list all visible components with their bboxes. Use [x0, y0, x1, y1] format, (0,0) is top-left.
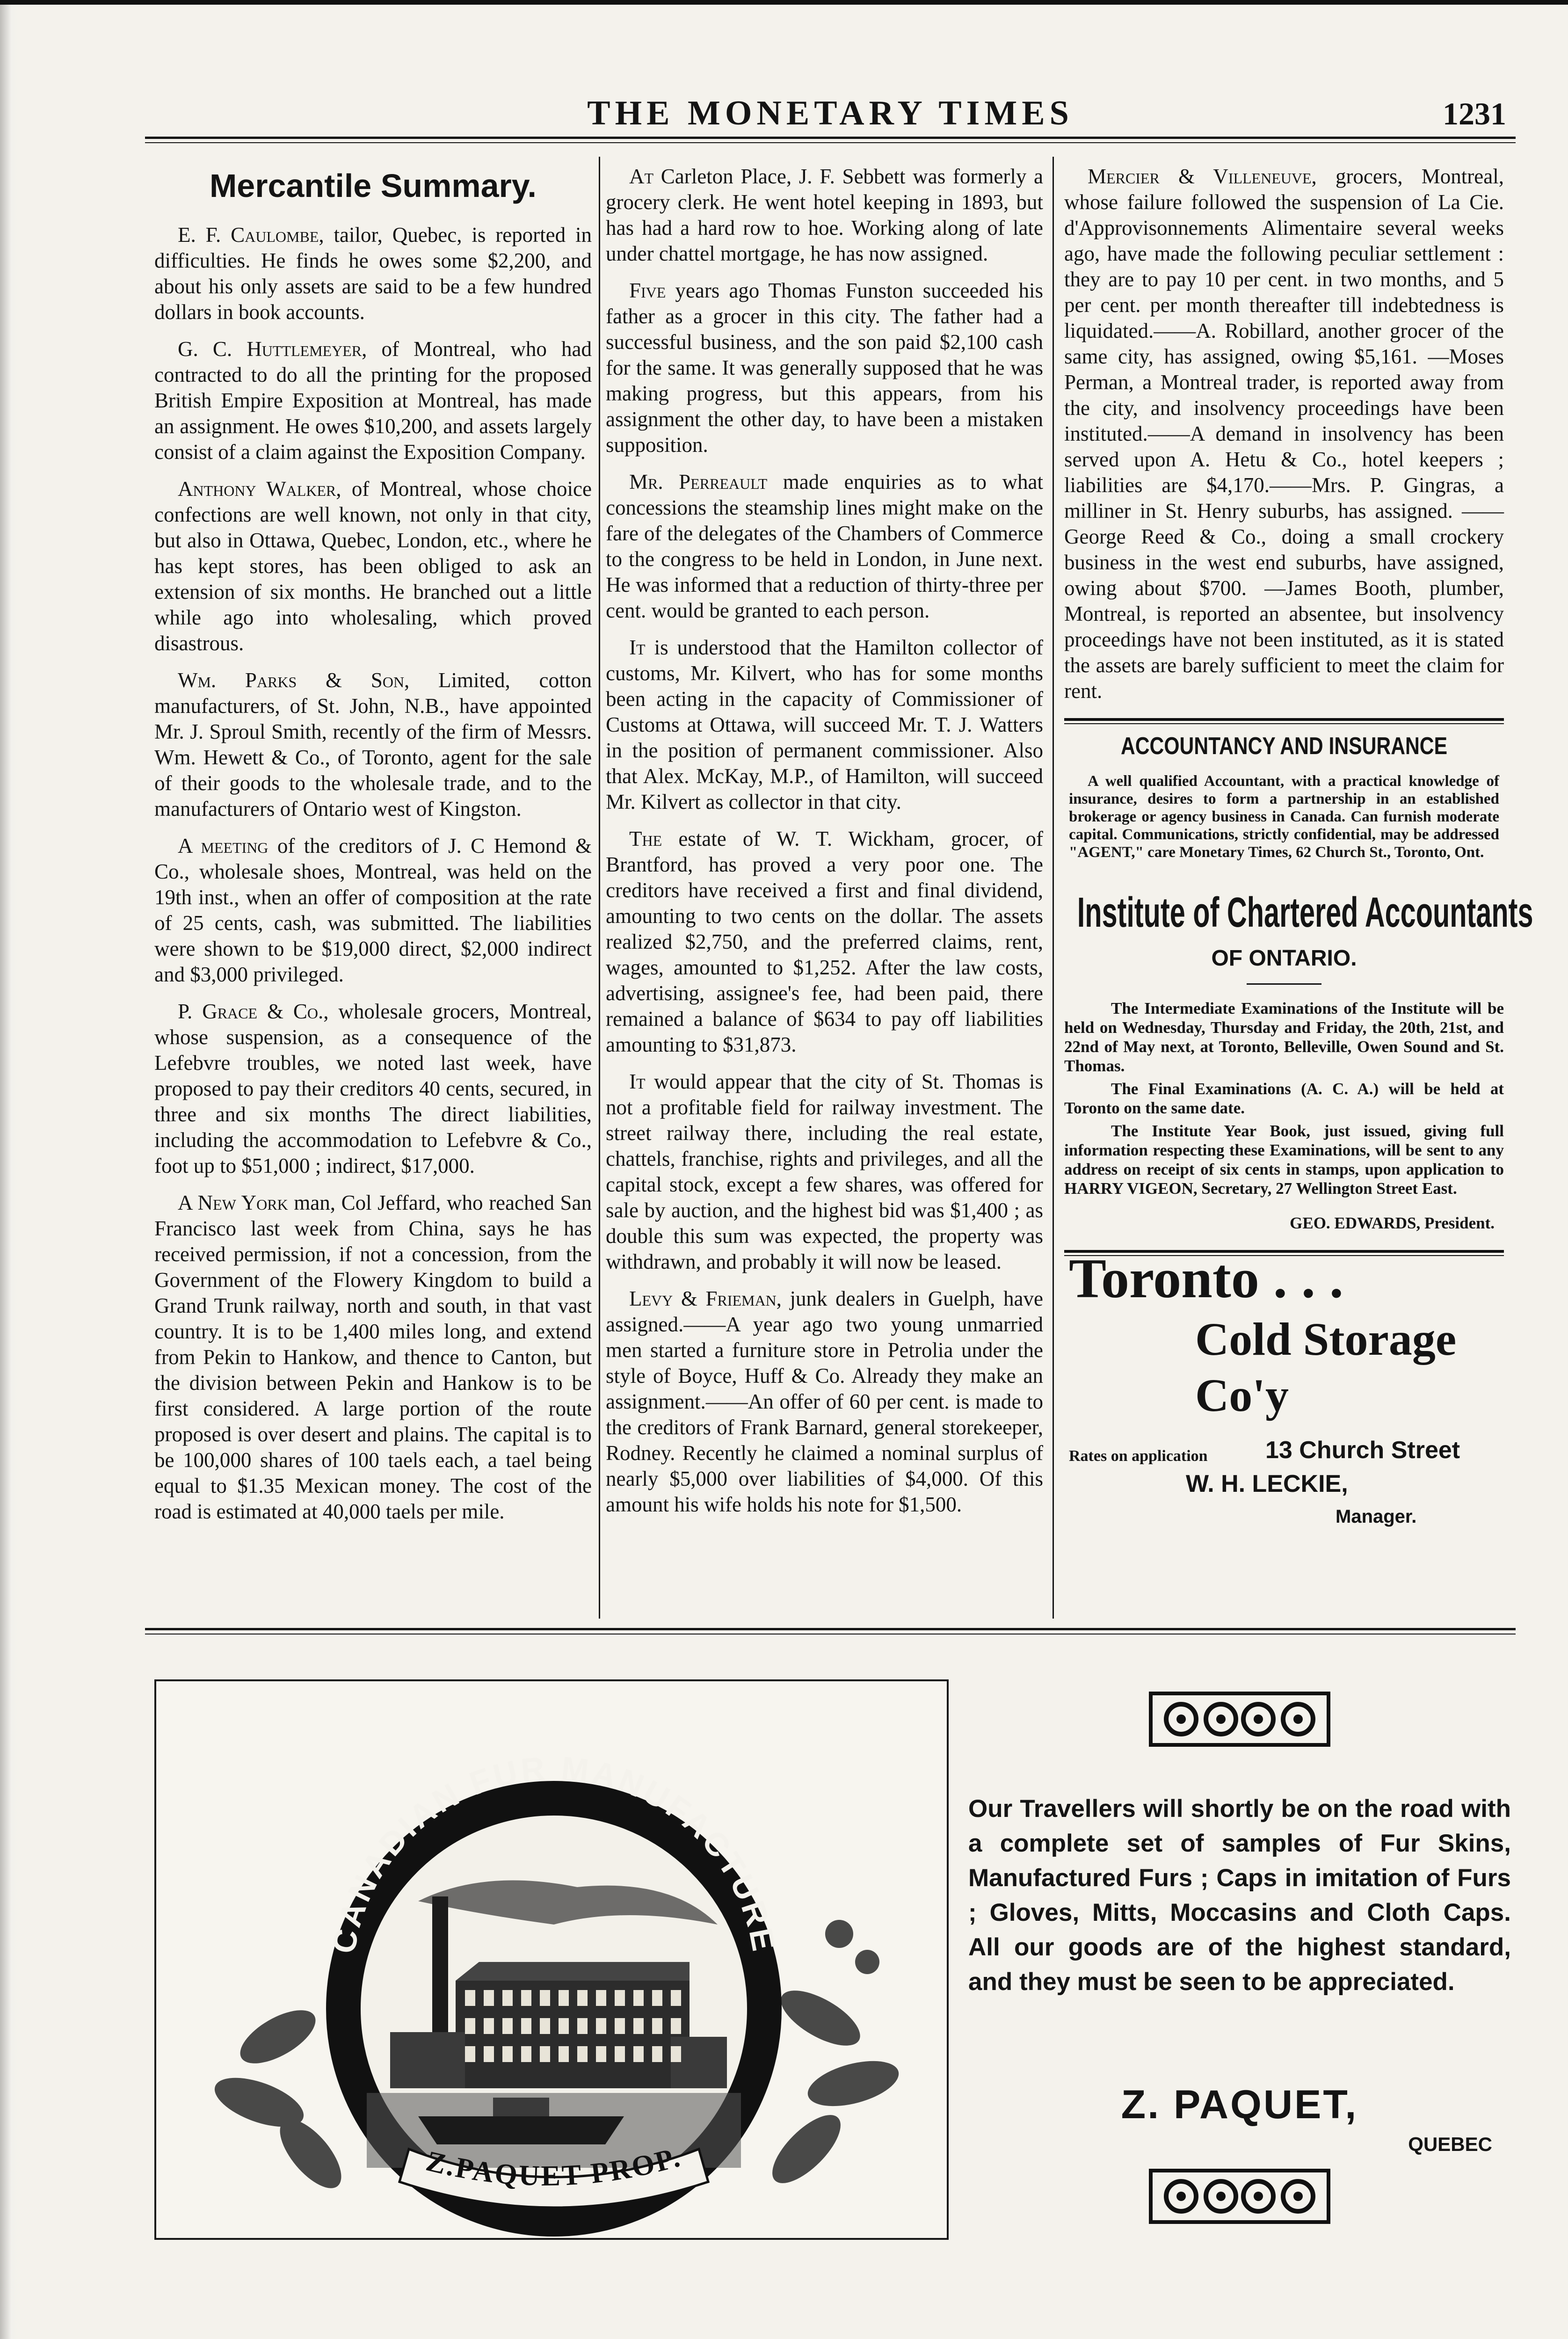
travellers-notice: Our Travellers will shortly be on the road with a complete set of samples of Fur Skins, Manufactured Furs ; Caps in imitation of Furs ; Gloves, Mitts, Moccasins and Cloth Caps. All our goods are of the highest standard, and they must be seen to be appreciated. — [968, 1795, 1511, 1996]
ad-cold-storage — [1064, 1247, 1504, 1527]
news-item-lead: It — [629, 1070, 646, 1093]
section-rule — [145, 1628, 1516, 1630]
news-item — [154, 336, 592, 465]
news-item-lead: Levy & Frieman, — [629, 1287, 782, 1310]
news-item-lead: Mr. Perreault — [629, 470, 768, 494]
column-news-3 — [1064, 164, 1533, 1527]
news-item-lead: A meeting — [178, 834, 269, 857]
advertiser-name: Z. PAQUET, — [1121, 2082, 1358, 2127]
news-item — [154, 222, 592, 325]
ad-manager-title: Manager. — [1336, 1506, 1417, 1527]
fur-illustration — [154, 1679, 949, 2240]
ad-line: Cold Storage — [1195, 1313, 1457, 1365]
news-item — [154, 476, 592, 656]
page-number: 1231 — [1443, 96, 1506, 131]
ribbon-text-bottom: Z.PAQUET PROP. — [423, 2141, 685, 2192]
news-item-lead: The — [629, 827, 662, 850]
news-item-text: of Montreal, whose choice confections are well known, not only in that city, but also in Ottawa, Quebec, London, etc., where he has kept stores, has been obliged to ask an extension of six months. He branched out a little while ago into wholesaling, which proved disastrous. — [154, 477, 592, 655]
header-rule — [145, 137, 1516, 139]
ad-heading: Institute of Chartered Accountants — [1077, 889, 1533, 936]
news-item-text: is understood that the Hamilton collector of customs, Mr. Kilvert, who has for some months been acting in the capacity of Commissioner of Customs at Ottawa, will succeed Mr. T. J. Watters in the position of permanent commissioner. Also that Alex. McKay, M.P., of Hamilton, will succeed Mr. Kilvert as collector in that city. — [606, 636, 1043, 814]
news-item-lead: P. Grace & Co., — [178, 1000, 329, 1023]
news-item-lead: A New York — [178, 1191, 288, 1214]
page-scan-edge — [0, 0, 19, 2339]
news-item — [154, 668, 592, 822]
news-item — [606, 164, 1043, 267]
ad-paragraph: The Institute Year Book, just issued, giving full information respecting these Examinations, will be sent to any address on receipt of six cents in stamps, upon application to HARRY VIGEON, Secretary, 27 Wellington Street East. — [1064, 1122, 1504, 1198]
news-item-lead: G. C. Huttlemeyer, — [178, 337, 367, 361]
news-item — [606, 826, 1043, 1058]
column-divider — [1053, 157, 1054, 1619]
news-item-lead: E. F. Caulombe, — [178, 223, 324, 247]
scroll-ornament-icon — [1146, 1684, 1333, 1754]
news-item-lead: It — [629, 636, 646, 659]
news-item-text: tailor, Quebec, is reported in difficulties. He finds he owes some $2,200, and about his only assets are said to be a few hundred dollars in book accounts. — [154, 223, 592, 324]
page-top-border — [0, 0, 1568, 5]
news-item-lead: At — [629, 165, 654, 188]
news-item-text: made enquiries as to what concessions the steamship lines might make on the fare of the delegates of the Chambers of Commerce to the congress to be held in London, in June next. He was informed that a reduction of thirty-three per cent. would be granted to each person. — [606, 470, 1043, 622]
ad-subheading: OF ONTARIO. — [1211, 946, 1357, 971]
ad-body: A well qualified Accountant, with a practical knowledge of insurance, desires to form a partnership in an established brokerage or agency business in Canada. Can furnish moderate capital. Communications, strictly confidential, may be addressed "AGENT," care Monetary Times, 62 Church St., Toronto, Ont. — [1069, 773, 1499, 861]
factory-engraving — [156, 1681, 947, 2238]
news-item-text: of the creditors of J. C Hemond & Co., wholesale shoes, Montreal, was held on the 19th inst., when an offer of composition at the rate of 25 cents, cash, was submitted. The liabilities were shown to be $19,000 direct, $2,000 indirect and $3,000 privileged. — [154, 834, 592, 986]
ad-line: Toronto . . . — [1069, 1247, 1343, 1309]
news-item-text: Limited, cotton manufacturers, of St. John, N.B., have appointed Mr. J. Sproul Smith, recently of the firm of Messrs. Wm. Hewett & Co., of Toronto, agent for the sale of their goods to the wholesale trade, and to the manufacturers of Ontario west of Kingston. — [154, 668, 592, 821]
news-item — [606, 1286, 1043, 1518]
news-item — [154, 999, 592, 1179]
ad-accountancy — [1064, 734, 1504, 861]
news-item-text: wholesale grocers, Montreal, whose suspension, as a consequence of the Lefebvre troubles, we noted last week, have proposed to pay their creditors 40 cents, secured, in three and six months The direct liabilities, including the accommodation to Lefebvre & Co., foot up to $51,000 ; indirect, $17,000. — [154, 1000, 592, 1177]
header-rule-thin — [145, 142, 1516, 143]
column-mercantile-summary — [154, 164, 592, 1536]
column-news-2 — [606, 164, 1043, 1529]
news-item — [606, 278, 1043, 458]
news-item-lead: Mercier & Villeneuve, — [1088, 165, 1317, 188]
section-title: Mercantile Summary. — [210, 167, 537, 204]
ad-signature: GEO. EDWARDS, President. — [1290, 1214, 1495, 1232]
news-item — [154, 833, 592, 988]
scroll-ornament-icon — [1146, 2161, 1333, 2231]
advertiser-city: QUEBEC — [1408, 2133, 1492, 2155]
divider — [1247, 983, 1321, 985]
steamboat — [418, 2116, 624, 2144]
newspaper-title: THE MONETARY TIMES — [587, 94, 1074, 132]
news-item — [1064, 164, 1504, 704]
ad-fur-manufacture — [154, 1665, 1511, 2236]
news-item-text: would appear that the city of St. Thomas is not a profitable field for railway investment. The street railway there, including the real estate, chattels, franchise, rights and privileges, and all the capital stock, except a few shares, was offered for sale by auction, and the highest bid was $1,400 ; as double this sum was expected, the property was withdrawn, and probably it will now be leased. — [606, 1070, 1043, 1273]
double-rule — [1064, 718, 1504, 724]
news-item-text: estate of W. T. Wickham, grocer, of Brantford, has proved a very poor one. The creditors have received a first and final dividend, amounting to two cents on the dollar. The assets realized $2,750, and the preferred claims, rent, wages, amounted to $1,252. After the law costs, advertising, assignee's fee, had been paid, there remained a balance of $634 to pay off liabilities amounting to $31,873. — [606, 827, 1043, 1056]
ad-address: 13 Church Street — [1265, 1437, 1460, 1464]
ad-line: Co'y — [1195, 1369, 1289, 1421]
page-header — [145, 94, 1516, 131]
news-item-text: junk dealers in Guelph, have assigned.——A year ago two young unmarried men started a furniture store in Petrolia under the style of Boyce, Huff & Co. Already they make an assignment.——An offer of 60 per cent. is made to the creditors of Frank Barnard, general storekeeper, Rodney. Recently he claimed a nominal surplus of nearly $5,000 over liabilities of $4,000. Of this amount his wife holds his note for $1,500. — [606, 1287, 1043, 1516]
ad-rates: Rates on application — [1069, 1447, 1208, 1465]
news-item — [606, 469, 1043, 624]
ad-heading: ACCOUNTANCY AND INSURANCE — [1120, 733, 1448, 760]
ad-paragraph: The Intermediate Examinations of the Institute will be held on Wednesday, Thursday and Friday, the 20th, 21st, and 22nd of May next, at Toronto, Belleville, Owen Sound and St. Thomas. — [1064, 999, 1504, 1075]
news-item — [606, 1069, 1043, 1275]
news-item-lead: Anthony Walker, — [178, 477, 341, 501]
news-item-text: years ago Thomas Funston succeeded his father as a grocer in this city. The father had a successful business, and the son paid $2,100 cash for the same. It was generally supposed that he was making progress, but this appears, from his assignment the other day, to have been a mistaken supposition. — [606, 279, 1043, 457]
fur-advertisement-text — [968, 1665, 1511, 2227]
ad-paragraph: The Final Examinations (A. C. A.) will be held at Toronto on the same date. — [1064, 1080, 1504, 1117]
news-item — [154, 1190, 592, 1525]
ribbon-text-top: CANADIAN FUR MANUFACTURE — [325, 1750, 783, 1957]
news-item — [606, 635, 1043, 815]
ad-institute — [1064, 889, 1533, 1236]
ad-manager-name: W. H. LECKIE, — [1186, 1470, 1348, 1497]
news-item-text: man, Col Jeffard, who reached San Francisco last week from China, says he has received permission, if not a concession, from the Government of the Flowery Kingdom to build a Grand Trunk railway, north and south, in that vast country. It is to be 1,400 miles long, and extend from Pekin to Hankow, and thence to Canton, but the division between Pekin and Hankow is to be first considered. A large portion of the route proposed is over desert and plains. The capital is to be 100,000 shares of 100 taels each, a tael being equal to $1.35 Mexican money. The cost of the road is estimated at 40,000 taels per mile. — [154, 1191, 592, 1523]
column-divider — [599, 157, 600, 1619]
news-item-lead: Wm. Parks & Son, — [178, 668, 410, 692]
news-item-text: grocers, Montreal, whose failure followed the suspension of La Cie. d'Approvisonnements Alimentaire several weeks ago, have made the following peculiar settlement : they are to pay 10 per cent. in two months, and 5 per cent. per month thereafter till indebtedness is liquidated.——A. Robillard, another grocer of the same city, has assigned, owing $5,161. —Moses Perman, a Montreal trader, is reported away from the city, and insolvency proceedings have been instituted.——A demand in insolvency has been served upon A. Hetu & Co., hotel keepers ; liabilities are $4,170.——Mrs. P. Gingras, a milliner in St. Henry suburbs, has assigned. ——George Reed & Co., doing a small crockery business in the west end suburbs, have assigned, owing about $700. —James Booth, plumber, Montreal, is reported an absentee, but insolvency proceedings have not been instituted, as it is stated the assets are barely sufficient to meet the claim for rent. — [1064, 165, 1504, 703]
news-item-text: of Montreal, who had contracted to do all the printing for the proposed British Empire Exposition at Montreal, has made an assignment. He owes $10,200, and assets largely consist of a claim against the Exposition Company. — [154, 337, 592, 464]
news-item-lead: Five — [629, 279, 666, 302]
news-item-text: Carleton Place, J. F. Sebbett was formerly a grocery clerk. He went hotel keeping in 1893, but has had a hard row to hoe. Working along of late under chattel mortgage, he has now assigned. — [606, 165, 1043, 265]
